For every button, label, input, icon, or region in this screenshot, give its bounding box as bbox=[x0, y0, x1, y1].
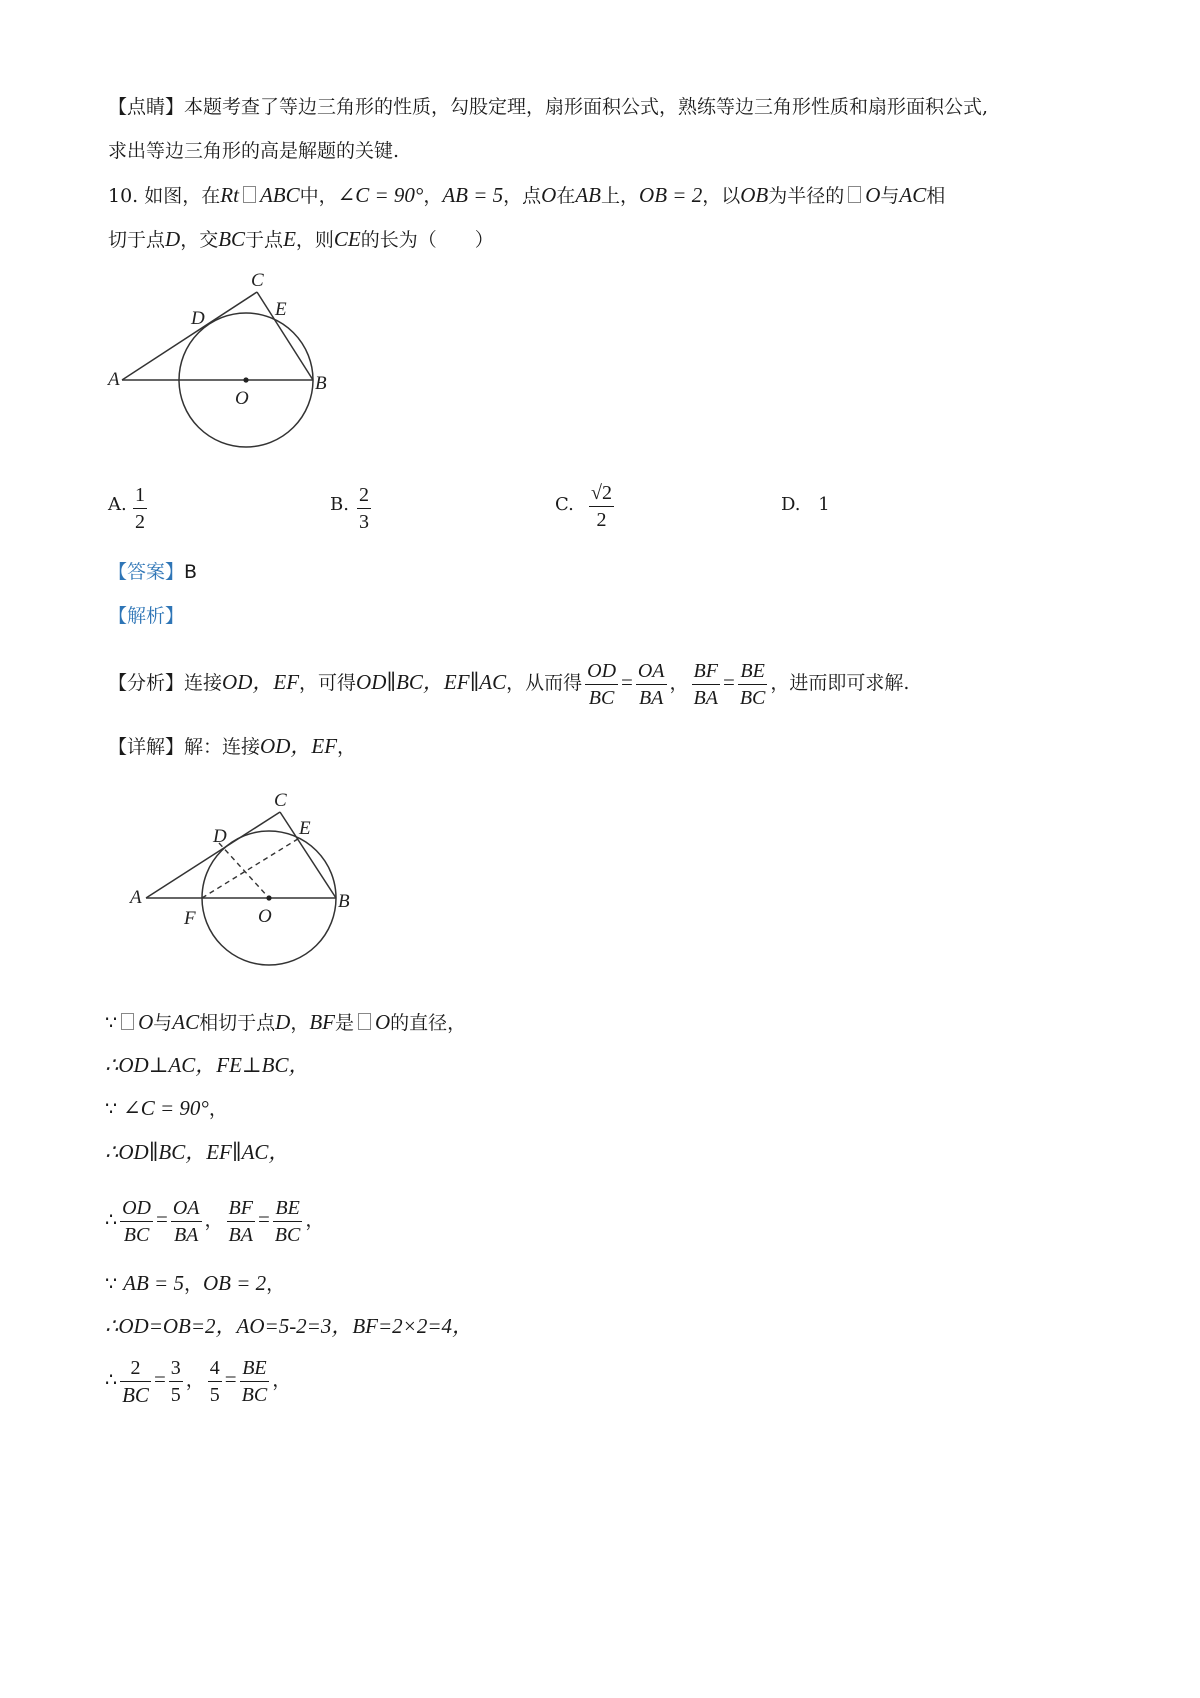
circle-symbol-icon bbox=[358, 1013, 371, 1030]
fenxi-text: ，可得 bbox=[299, 672, 357, 694]
circle-symbol-icon bbox=[848, 186, 861, 203]
q-math: AB = 5 bbox=[442, 183, 504, 207]
fenxi-text: 连接 bbox=[184, 672, 223, 694]
q-math: AB bbox=[575, 183, 602, 207]
q-math: OB bbox=[740, 183, 769, 207]
label-f: F bbox=[184, 908, 196, 929]
q-text: 的长为（ ） bbox=[360, 229, 494, 251]
q-math: OB = 2 bbox=[639, 183, 703, 207]
q-text: ， bbox=[423, 185, 443, 207]
step-5: ∴ $\frac{OD}{BC}$ = $\frac{OA}{BA}$ ， $\frac{BF}{BA}$ = $\frac{BE}{BC}$ ， bbox=[105, 1196, 325, 1246]
fraction-numerator: 1 bbox=[135, 484, 145, 506]
step-math: AC bbox=[172, 1010, 200, 1034]
step-text: ， bbox=[183, 1273, 203, 1295]
q-math: ∠C = 90° bbox=[337, 183, 424, 207]
label-a: A bbox=[108, 369, 120, 390]
step-text: 与 bbox=[153, 1012, 173, 1034]
step-symbol: ∴ bbox=[105, 1209, 118, 1231]
label-c: C bbox=[274, 790, 287, 811]
q-text: 在 bbox=[556, 185, 576, 207]
fraction: $\frac{OD}{BC}$ bbox=[122, 1196, 151, 1246]
fraction: $\frac{BF}{BA}$ bbox=[693, 659, 718, 709]
q-text: 中， bbox=[299, 185, 338, 207]
q-math: BC bbox=[218, 227, 246, 251]
step-math: ∴OD∥BC，EF∥AC， bbox=[105, 1140, 290, 1164]
step-text: ， bbox=[208, 1098, 228, 1120]
label-e: E bbox=[299, 818, 311, 839]
fenxi-line: 【分析】连接OD，EF，可得OD∥BC，EF∥AC，从而得 $\frac{OD}{BC}$ = $\frac{OA}{BA}$ ， $\frac{BF}{BA}$ = $\frac{BE}{BC}$ ，进而即可求解. bbox=[108, 659, 910, 709]
step-text: 相切于点 bbox=[199, 1012, 276, 1034]
label-a: A bbox=[130, 887, 142, 908]
step-symbol: ∵ bbox=[105, 1012, 118, 1034]
option-b-fraction bbox=[357, 482, 371, 535]
xiangjie-line bbox=[108, 734, 356, 759]
dianjing-text-1: 本题考查了等边三角形的性质，勾股定理，扇形面积公式，熟练等边三角形性质和扇形面积公式, bbox=[184, 96, 989, 118]
option-c[interactable] bbox=[555, 494, 574, 515]
step-1 bbox=[105, 1010, 466, 1035]
step-math: AB = 5 bbox=[123, 1271, 184, 1295]
fenxi-text: ，进而即可求解. bbox=[770, 672, 910, 694]
fraction: $\frac{OA}{BA}$ bbox=[172, 1196, 200, 1246]
figure-2-diagram bbox=[120, 782, 370, 982]
step-math: O bbox=[138, 1010, 154, 1034]
step-6 bbox=[105, 1271, 285, 1296]
label-c: C bbox=[251, 270, 264, 291]
fraction: $\frac{2}{BC}$ bbox=[122, 1356, 149, 1407]
answer-value: B bbox=[184, 561, 198, 583]
label-e: E bbox=[275, 299, 287, 320]
step-4 bbox=[105, 1140, 289, 1165]
step-math: D bbox=[275, 1010, 291, 1034]
q-math: D bbox=[165, 227, 181, 251]
option-b[interactable] bbox=[330, 494, 349, 515]
q-text: 如图，在 bbox=[144, 185, 221, 207]
segment-ac bbox=[122, 292, 257, 380]
label-d: D bbox=[191, 308, 205, 329]
q-text: ，以 bbox=[702, 185, 741, 207]
option-c-fraction bbox=[589, 480, 614, 533]
option-d[interactable] bbox=[781, 494, 830, 515]
figure-1-diagram bbox=[100, 262, 360, 462]
step-3 bbox=[105, 1096, 228, 1121]
option-letter: D. bbox=[781, 494, 801, 515]
q-text: 与 bbox=[880, 185, 900, 207]
option-letter: C. bbox=[555, 494, 574, 515]
analysis-label-line bbox=[108, 604, 184, 628]
option-letter: B. bbox=[330, 494, 349, 515]
circle-symbol-icon bbox=[121, 1013, 134, 1030]
q-math: O bbox=[865, 183, 881, 207]
q-math: O bbox=[541, 183, 557, 207]
label-o: O bbox=[235, 388, 249, 409]
q-text: 切于点 bbox=[108, 229, 166, 251]
answer-line bbox=[108, 560, 197, 584]
fenxi-label: 【分析】 bbox=[108, 672, 185, 694]
xiangjie-math: OD，EF bbox=[260, 734, 338, 758]
fraction-denominator: 3 bbox=[359, 511, 369, 533]
step-text: 的直径， bbox=[390, 1012, 467, 1034]
fenxi-text: ，从而得 bbox=[506, 672, 583, 694]
q-text: 为半径的 bbox=[768, 185, 845, 207]
segment-od-dashed bbox=[219, 843, 269, 898]
q-text: ，交 bbox=[180, 229, 219, 251]
label-d: D bbox=[213, 826, 227, 847]
fraction-denominator: 2 bbox=[135, 511, 145, 533]
q-math: AC bbox=[899, 183, 927, 207]
step-symbol: ∵ bbox=[105, 1098, 118, 1120]
step-7 bbox=[105, 1314, 473, 1339]
q-math: CE bbox=[333, 227, 361, 251]
fraction-denominator: 2 bbox=[596, 509, 607, 531]
xiangjie-label: 【详解】 bbox=[108, 736, 185, 758]
analysis-label: 【解析】 bbox=[108, 605, 185, 627]
option-value: 1 bbox=[818, 494, 830, 515]
dianjing-text-2: 求出等边三角形的高是解题的关键. bbox=[108, 140, 400, 162]
step-8: ∴ $\frac{2}{BC}$ = $\frac{3}{5}$ ， $\frac{4}{5}$ = $\frac{BE}{BC}$ ， bbox=[105, 1356, 292, 1407]
step-symbol: ∴ bbox=[105, 1369, 118, 1391]
option-a[interactable] bbox=[108, 494, 127, 515]
q-math: ABC bbox=[259, 183, 300, 207]
fraction: $\frac{OA}{BA}$ bbox=[637, 659, 665, 709]
step-2 bbox=[105, 1053, 310, 1078]
step-math: ∠C = 90° bbox=[123, 1096, 209, 1120]
q-text: 上， bbox=[601, 185, 640, 207]
fraction: $\frac{3}{5}$ bbox=[170, 1356, 181, 1406]
question-number: 10. bbox=[108, 185, 139, 207]
step-text: ， bbox=[266, 1273, 286, 1295]
fraction: $\frac{BE}{BC}$ bbox=[241, 1356, 268, 1406]
xiangjie-text: 解：连接 bbox=[184, 736, 261, 758]
q-math: E bbox=[283, 227, 296, 251]
fenxi-math: OD，EF bbox=[222, 670, 300, 694]
segment-ac bbox=[146, 812, 280, 898]
fraction-numerator: 2 bbox=[359, 484, 369, 506]
q-text: ，点 bbox=[503, 185, 542, 207]
step-math: BF bbox=[309, 1010, 335, 1034]
step-text: 是 bbox=[334, 1012, 354, 1034]
q-math: Rt bbox=[220, 183, 239, 207]
fraction: $\frac{OD}{BC}$ bbox=[587, 659, 617, 709]
q-text: 相 bbox=[926, 185, 946, 207]
fraction: $\frac{4}{5}$ bbox=[209, 1356, 220, 1406]
question-line-2 bbox=[108, 227, 494, 252]
answer-label: 【答案】 bbox=[108, 561, 185, 583]
fraction-numerator: √2 bbox=[591, 482, 612, 504]
step-math: ∴OD⊥AC，FE⊥BC， bbox=[105, 1053, 310, 1077]
option-a-fraction bbox=[133, 482, 147, 535]
label-b: B bbox=[338, 891, 350, 912]
fenxi-math: OD∥BC，EF∥AC bbox=[356, 670, 507, 694]
fraction: $\frac{BE}{BC}$ bbox=[274, 1196, 301, 1246]
q-text: 于点 bbox=[245, 229, 284, 251]
step-math: O bbox=[375, 1010, 391, 1034]
option-letter: A. bbox=[108, 494, 127, 515]
center-point-o bbox=[266, 895, 271, 900]
step-math: OB = 2 bbox=[202, 1271, 267, 1295]
dianjing-label: 【点睛】 bbox=[108, 96, 185, 118]
xiangjie-text: ， bbox=[337, 736, 357, 758]
label-b: B bbox=[315, 373, 327, 394]
question-line-1 bbox=[108, 183, 945, 208]
triangle-symbol-icon bbox=[243, 186, 256, 203]
fraction: $\frac{BF}{BA}$ bbox=[228, 1196, 253, 1246]
label-o: O bbox=[258, 906, 272, 927]
step-text: ， bbox=[290, 1012, 310, 1034]
step-symbol: ∵ bbox=[105, 1273, 118, 1295]
step-math: ∴OD=OB=2，AO=5-2=3，BF=2×2=4， bbox=[105, 1314, 474, 1338]
dianjing-line-1 bbox=[108, 95, 988, 119]
fraction: $\frac{BE}{BC}$ bbox=[739, 659, 766, 709]
dianjing-line-2 bbox=[108, 139, 399, 163]
q-text: ，则 bbox=[295, 229, 334, 251]
center-point-o bbox=[243, 377, 248, 382]
